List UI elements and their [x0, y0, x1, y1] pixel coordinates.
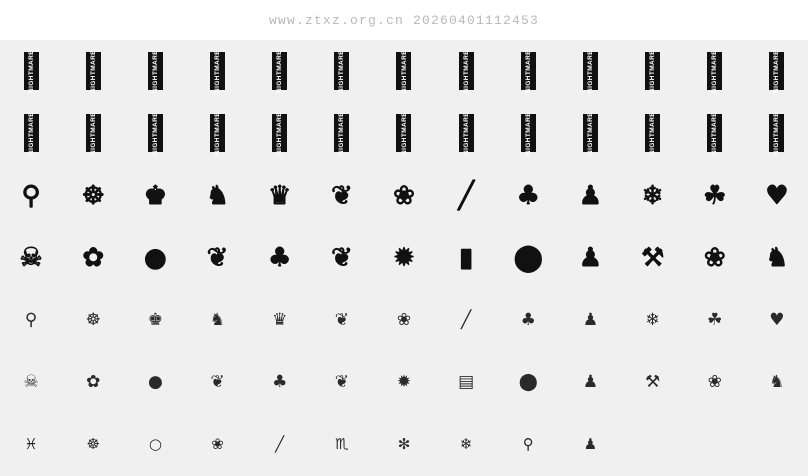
glyph-cell[interactable]	[746, 227, 808, 289]
glyph-cell[interactable]	[559, 227, 621, 289]
glyph-cell[interactable]	[311, 351, 373, 413]
glyph-cell[interactable]	[311, 289, 373, 351]
spider-icon: ✹	[393, 242, 415, 273]
mummy-icon: ♟	[578, 242, 603, 273]
glyph-cell[interactable]	[684, 227, 746, 289]
glyph-cell[interactable]	[497, 414, 559, 476]
vertical-label-bar-icon	[24, 49, 39, 93]
glyph-cell[interactable]	[435, 40, 497, 102]
glyph-label: NIGHTMARE	[649, 111, 657, 155]
glyph-cell[interactable]	[684, 289, 746, 351]
crown-outline-icon: ☘	[707, 309, 723, 330]
glyph-cell[interactable]	[684, 351, 746, 413]
glyph-cell[interactable]	[311, 165, 373, 227]
glyph-cell[interactable]	[435, 102, 497, 164]
glyph-cell[interactable]	[497, 289, 559, 351]
glyph-cell[interactable]	[684, 165, 746, 227]
glyph-label: NIGHTMARE	[27, 49, 35, 93]
bomb-icon: ⬤	[513, 242, 543, 273]
vertical-label-bar-icon	[272, 111, 287, 155]
vertical-label-bar-icon	[769, 111, 784, 155]
glyph-cell[interactable]	[62, 227, 124, 289]
running-ghoul-icon: ♞	[205, 180, 230, 211]
skull-crossbones-outline-icon: ☠	[23, 371, 39, 392]
flying-bat-icon: ❦	[330, 242, 353, 273]
glyph-label: NIGHTMARE	[586, 49, 594, 93]
scroll-icon: ▮	[458, 242, 474, 273]
glyph-cell[interactable]	[684, 40, 746, 102]
standing-figure-outline-icon: ♚	[147, 309, 163, 330]
glyph-label: NIGHTMARE	[214, 111, 222, 155]
glyph-cell[interactable]	[124, 227, 186, 289]
pumpkin-outline-icon: ⬤	[518, 371, 538, 392]
glyph-cell[interactable]	[559, 289, 621, 351]
candy-outline-icon: ✿	[86, 371, 101, 392]
vertical-label-bar-icon	[210, 49, 225, 93]
glyph-cell[interactable]	[186, 289, 248, 351]
glyph-cell[interactable]	[124, 414, 186, 476]
glyph-cell[interactable]	[746, 289, 808, 351]
plant-icon: ❀	[211, 435, 224, 454]
glyph-cell[interactable]	[186, 40, 248, 102]
glyph-cell[interactable]	[622, 165, 684, 227]
standing-figure-icon: ♚	[143, 180, 168, 211]
blob-outline-icon: ♥	[769, 309, 785, 330]
claw-icon: ♓	[24, 435, 38, 454]
glyph-cell[interactable]	[497, 40, 559, 102]
glyph-cell[interactable]	[0, 102, 62, 164]
glyph-cell[interactable]	[622, 102, 684, 164]
glyph-cell[interactable]	[311, 40, 373, 102]
glyph-label: NIGHTMARE	[400, 49, 408, 93]
robot-figure-icon: ♟	[583, 435, 598, 454]
vertical-label-bar-icon	[272, 49, 287, 93]
glyph-cell[interactable]	[62, 414, 124, 476]
glyph-cell[interactable]	[622, 351, 684, 413]
bat-swarm-outline-icon: ♣	[520, 309, 536, 330]
glyph-label: NIGHTMARE	[338, 49, 346, 93]
vertical-label-bar-icon	[334, 49, 349, 93]
witch-outline-icon: ❄	[645, 309, 660, 330]
flying-bat-outline-icon: ❦	[334, 371, 349, 392]
glyph-cell[interactable]	[124, 165, 186, 227]
vertical-label-bar-icon	[707, 49, 722, 93]
axe-icon: ⚒	[640, 242, 665, 273]
vertical-label-bar-icon	[459, 111, 474, 155]
glyph-cell[interactable]	[62, 165, 124, 227]
glyph-cell[interactable]	[746, 102, 808, 164]
vertical-label-bar-icon	[583, 111, 598, 155]
glyph-cell[interactable]	[435, 165, 497, 227]
glyph-cell[interactable]	[249, 102, 311, 164]
glyph-cell[interactable]	[186, 414, 248, 476]
flower-icon: ✻	[397, 435, 411, 454]
bat-swarm-icon: ♣	[516, 180, 540, 211]
knife-icon: ╱	[458, 180, 474, 211]
glyph-cell[interactable]	[186, 102, 248, 164]
glyph-cell[interactable]	[373, 351, 435, 413]
glyph-cell[interactable]	[0, 227, 62, 289]
teeth-icon: ☸	[86, 435, 100, 454]
vertical-label-bar-icon	[396, 111, 411, 155]
glyph-cell[interactable]	[249, 227, 311, 289]
vertical-label-bar-icon	[86, 49, 101, 93]
lollipop-icon: ⚲	[21, 180, 41, 211]
witch-icon: ❄	[641, 180, 664, 211]
glyph-label: NIGHTMARE	[773, 111, 781, 155]
dancing-skeleton-icon: ♞	[765, 242, 789, 273]
glyph-label: NIGHTMARE	[89, 49, 97, 93]
bug-icon: ❀	[703, 242, 726, 273]
vertical-label-bar-icon	[334, 111, 349, 155]
vertical-label-bar-icon	[583, 49, 598, 93]
creature-outline-icon: ❦	[210, 371, 225, 392]
watermark-text: www.ztxz.org.cn 20260401112453	[268, 12, 540, 28]
glyph-cell[interactable]	[311, 227, 373, 289]
glyph-cell[interactable]	[0, 40, 62, 102]
glyph-cell[interactable]	[497, 227, 559, 289]
glyph-cell[interactable]	[373, 227, 435, 289]
tombstone-icon: ♛	[268, 180, 292, 211]
glyph-cell[interactable]	[497, 165, 559, 227]
spider-outline-icon: ✹	[396, 371, 412, 392]
glyph-cell[interactable]	[0, 165, 62, 227]
glyph-cell[interactable]	[746, 351, 808, 413]
potion-bottle-outline-icon: ●	[147, 371, 163, 392]
glyph-cell[interactable]	[186, 165, 248, 227]
lollipop-outline-icon: ⚲	[24, 309, 38, 330]
glyph-cell[interactable]	[124, 40, 186, 102]
brain-outline-icon: ☸	[85, 309, 101, 330]
haunted-house-outline-icon: ❦	[334, 309, 349, 330]
glyph-cell[interactable]	[559, 351, 621, 413]
crown-icon: ☘	[703, 180, 727, 211]
glyph-cell[interactable]	[0, 289, 62, 351]
vertical-label-bar-icon	[459, 49, 474, 93]
candy-icon: ✿	[82, 242, 105, 273]
glyph-label: NIGHTMARE	[773, 49, 781, 93]
scroll-outline-icon: ▤	[458, 371, 475, 392]
glyph-cell[interactable]	[746, 40, 808, 102]
glyph-cell[interactable]	[311, 102, 373, 164]
glyph-cell[interactable]	[124, 289, 186, 351]
glyph-cell[interactable]	[0, 351, 62, 413]
vertical-label-bar-icon	[707, 111, 722, 155]
vertical-label-bar-icon	[396, 49, 411, 93]
glyph-cell[interactable]	[311, 414, 373, 476]
glyph-cell[interactable]	[746, 165, 808, 227]
feather-icon: ╱	[275, 435, 285, 454]
creature-icon: ❦	[206, 242, 229, 273]
tree-icon: ♣	[268, 242, 292, 273]
glyph-cell[interactable]	[124, 351, 186, 413]
glyph-label: NIGHTMARE	[214, 49, 222, 93]
zombie-outline-icon: ♟	[582, 309, 599, 330]
vertical-label-bar-icon	[24, 111, 39, 155]
glyph-label: NIGHTMARE	[27, 111, 35, 155]
glyph-cell[interactable]	[62, 102, 124, 164]
glyph-cell[interactable]	[0, 414, 62, 476]
glyph-cell[interactable]	[622, 289, 684, 351]
glyph-cell[interactable]	[435, 414, 497, 476]
glyph-cell[interactable]	[186, 227, 248, 289]
potion-bottle-icon: ●	[144, 242, 167, 273]
glyph-cell-empty	[622, 414, 684, 476]
glyph-cell[interactable]	[622, 40, 684, 102]
glyph-cell[interactable]	[249, 289, 311, 351]
insect-icon: ⚲	[522, 435, 534, 454]
glyph-cell[interactable]	[559, 165, 621, 227]
glyph-cell[interactable]	[62, 289, 124, 351]
glyph-cell[interactable]	[373, 165, 435, 227]
glyph-grid	[0, 40, 808, 476]
glyph-label: NIGHTMARE	[524, 111, 532, 155]
glyph-cell[interactable]	[559, 40, 621, 102]
glyph-label: NIGHTMARE	[338, 111, 346, 155]
glyph-label: NIGHTMARE	[462, 49, 470, 93]
glyph-cell-empty	[746, 414, 808, 476]
glyph-cell[interactable]	[497, 102, 559, 164]
glyph-label: NIGHTMARE	[276, 49, 284, 93]
vertical-label-bar-icon	[210, 111, 225, 155]
bug-outline-icon: ❀	[707, 371, 722, 392]
glyph-label: NIGHTMARE	[89, 111, 97, 155]
spider-web-icon: ❀	[393, 180, 415, 211]
glyph-cell[interactable]	[373, 40, 435, 102]
haunted-house-icon: ❦	[330, 180, 353, 211]
axe-outline-icon: ⚒	[644, 371, 661, 392]
running-ghoul-outline-icon: ♞	[209, 309, 226, 330]
glyph-label: NIGHTMARE	[711, 49, 719, 93]
glyph-cell[interactable]	[249, 40, 311, 102]
glyph-cell[interactable]	[62, 351, 124, 413]
cauldron-icon: ○	[148, 435, 162, 454]
glyph-cell[interactable]	[249, 351, 311, 413]
mummy-outline-icon: ♟	[582, 371, 599, 392]
tree-outline-icon: ♣	[272, 371, 288, 392]
glyph-cell[interactable]	[373, 289, 435, 351]
glyph-label: NIGHTMARE	[462, 111, 470, 155]
zombie-icon: ♟	[578, 180, 603, 211]
vertical-label-bar-icon	[86, 111, 101, 155]
glyph-cell[interactable]	[124, 102, 186, 164]
glyph-label: NIGHTMARE	[524, 49, 532, 93]
vertical-label-bar-icon	[645, 111, 660, 155]
dancing-skeleton-outline-icon: ♞	[769, 371, 785, 392]
glyph-label: NIGHTMARE	[151, 111, 159, 155]
glyph-cell[interactable]	[249, 165, 311, 227]
blob-icon: ♥	[765, 180, 789, 211]
glyph-cell[interactable]	[186, 351, 248, 413]
worm-icon: ♏	[335, 435, 349, 454]
glyph-cell[interactable]	[559, 414, 621, 476]
spider-web-outline-icon: ❀	[396, 309, 412, 330]
vertical-label-bar-icon	[645, 49, 660, 93]
glyph-label: NIGHTMARE	[649, 49, 657, 93]
glyph-label: NIGHTMARE	[711, 111, 719, 155]
glyph-label: NIGHTMARE	[151, 49, 159, 93]
vertical-label-bar-icon	[521, 111, 536, 155]
glyph-cell-empty	[684, 414, 746, 476]
glyph-cell[interactable]	[435, 289, 497, 351]
vertical-label-bar-icon	[521, 49, 536, 93]
glyph-cell[interactable]	[622, 227, 684, 289]
glyph-label: NIGHTMARE	[400, 111, 408, 155]
glyph-cell[interactable]	[249, 414, 311, 476]
skull-crossbones-icon: ☠	[19, 242, 43, 273]
glyph-cell[interactable]	[497, 351, 559, 413]
brain-blob-icon: ☸	[81, 180, 105, 211]
glyph-cell[interactable]	[435, 227, 497, 289]
glyph-label: NIGHTMARE	[586, 111, 594, 155]
tombstone-outline-icon: ♛	[272, 309, 288, 330]
glyph-cell[interactable]	[373, 102, 435, 164]
glyph-cell[interactable]	[435, 351, 497, 413]
glyph-label: NIGHTMARE	[276, 111, 284, 155]
tentacle-icon: ❄	[459, 435, 473, 454]
vertical-label-bar-icon	[769, 49, 784, 93]
knife-outline-icon: ╱	[461, 309, 472, 330]
vertical-label-bar-icon	[148, 49, 163, 93]
vertical-label-bar-icon	[148, 111, 163, 155]
glyph-cell[interactable]	[684, 102, 746, 164]
glyph-cell[interactable]	[559, 102, 621, 164]
glyph-cell[interactable]	[62, 40, 124, 102]
glyph-cell[interactable]	[373, 414, 435, 476]
